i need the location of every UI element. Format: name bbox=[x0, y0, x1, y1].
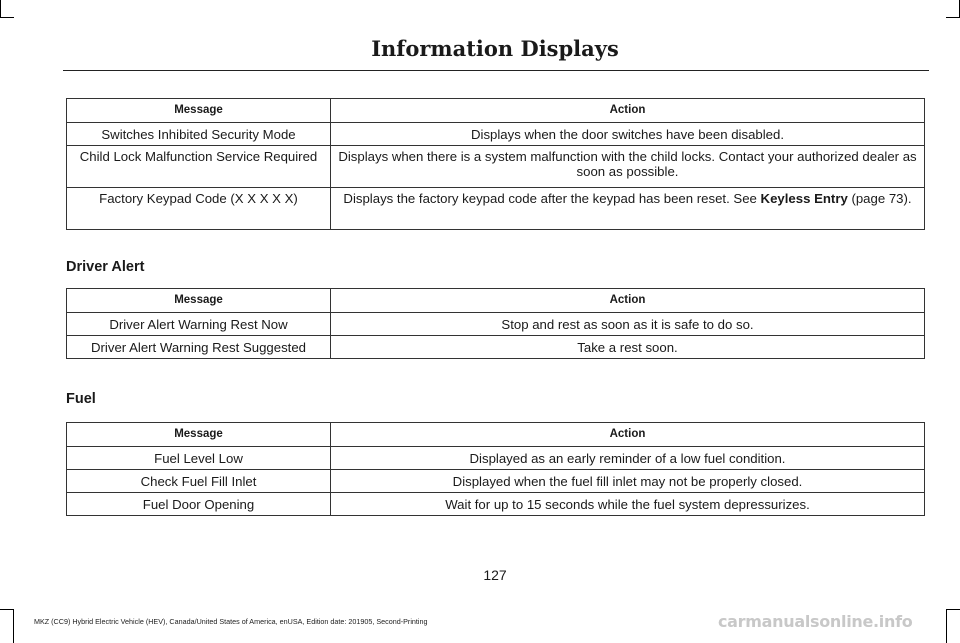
message-cell: Driver Alert Warning Rest Suggested bbox=[67, 336, 331, 359]
action-cell: Take a rest soon. bbox=[331, 336, 925, 359]
table-row bbox=[67, 313, 925, 336]
fuel-table bbox=[66, 422, 925, 516]
column-header-action: Action bbox=[331, 423, 925, 447]
action-cell: Displayed when the fuel fill inlet may not be properly closed. bbox=[331, 470, 925, 493]
column-header-action: Action bbox=[331, 99, 925, 123]
table-row bbox=[67, 493, 925, 516]
message-cell: Factory Keypad Code (X X X X X) bbox=[67, 188, 331, 230]
table-row bbox=[67, 123, 925, 146]
action-cell: Displays when the door switches have been disabled. bbox=[331, 123, 925, 146]
table-row bbox=[67, 447, 925, 470]
security-messages-table bbox=[66, 98, 925, 230]
crop-mark-top-left bbox=[0, 17, 14, 18]
header-rule bbox=[63, 70, 929, 71]
section-title-fuel: Fuel bbox=[66, 391, 96, 407]
footer-edition-info: MKZ (CC9) Hybrid Electric Vehicle (HEV), Canada/United States of America, enUSA, Edition date: 201905, Second-Printing bbox=[34, 617, 428, 626]
crop-mark-bottom-right bbox=[946, 609, 947, 643]
column-header-message: Message bbox=[67, 423, 331, 447]
page-title: Information Displays bbox=[371, 36, 619, 61]
column-header-action: Action bbox=[331, 289, 925, 313]
message-cell: Switches Inhibited Security Mode bbox=[67, 123, 331, 146]
table-header-row bbox=[67, 99, 925, 123]
crop-mark-top-left bbox=[0, 0, 1, 18]
column-header-message: Message bbox=[67, 99, 331, 123]
crop-mark-top-right bbox=[946, 17, 960, 18]
page-number: 127 bbox=[483, 567, 507, 583]
section-title-driver-alert: Driver Alert bbox=[66, 259, 145, 275]
table-row bbox=[67, 188, 925, 230]
table-header-row bbox=[67, 423, 925, 447]
keyless-entry-link[interactable]: Keyless Entry bbox=[760, 191, 848, 206]
action-cell: Wait for up to 15 seconds while the fuel system depressurizes. bbox=[331, 493, 925, 516]
watermark: carmanualsonline.info bbox=[718, 612, 913, 631]
action-text: (page 73). bbox=[847, 191, 912, 206]
table-row bbox=[67, 146, 925, 188]
table-row bbox=[67, 336, 925, 359]
crop-mark-bottom-left bbox=[13, 609, 14, 643]
message-cell: Fuel Level Low bbox=[67, 447, 331, 470]
message-cell: Driver Alert Warning Rest Now bbox=[67, 313, 331, 336]
driver-alert-table bbox=[66, 288, 925, 359]
table-row bbox=[67, 470, 925, 493]
column-header-message: Message bbox=[67, 289, 331, 313]
action-text: Displays the factory keypad code after the keypad has been reset. See bbox=[343, 191, 761, 206]
crop-mark-bottom-left bbox=[0, 609, 14, 610]
action-cell bbox=[331, 188, 925, 230]
action-cell: Displayed as an early reminder of a low fuel condition. bbox=[331, 447, 925, 470]
table-header-row bbox=[67, 289, 925, 313]
action-cell: Stop and rest as soon as it is safe to do so. bbox=[331, 313, 925, 336]
crop-mark-bottom-right bbox=[946, 609, 960, 610]
message-cell: Fuel Door Opening bbox=[67, 493, 331, 516]
action-cell: Displays when there is a system malfunction with the child locks. Contact your authorized dealer as soon as possible. bbox=[331, 146, 925, 188]
message-cell: Check Fuel Fill Inlet bbox=[67, 470, 331, 493]
message-cell: Child Lock Malfunction Service Required bbox=[67, 146, 331, 188]
